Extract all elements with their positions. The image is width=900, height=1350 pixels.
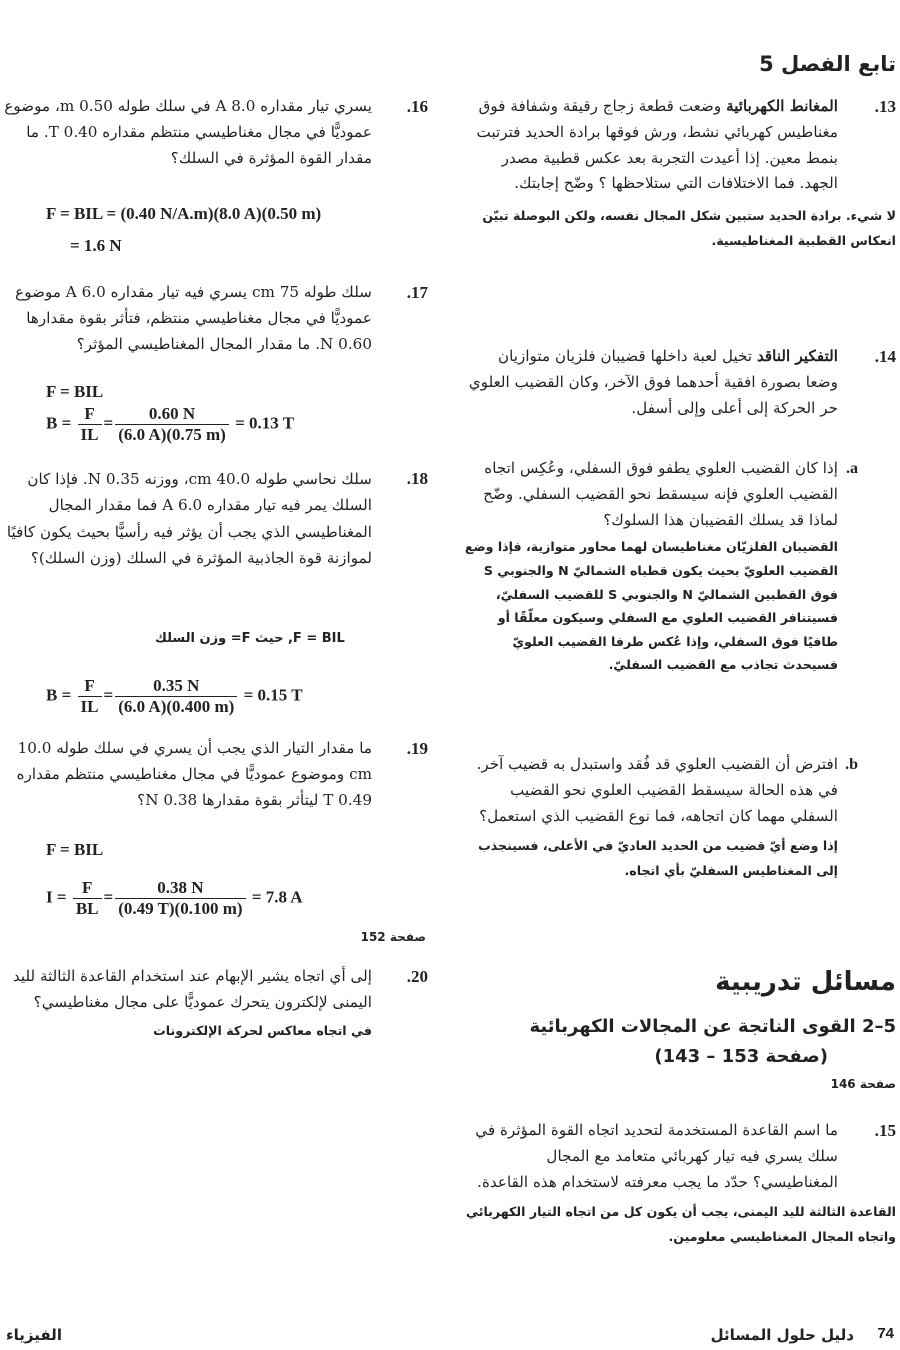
section-pages: (صفحة 153 – 143) [654,1046,828,1067]
page-reference: صفحة 146 [830,1077,896,1091]
answer: القضيبان الفلزيّان مغناطيسان لهما محاور متوازية، فإذا وضع القضيب العلويّ بحيث يكون قطباه الشماليّ N والجنوبي S فوق القطبين الشماليّ N والجنوبي S للقضيب السفليّ، فسيتنافر القضيب العلوي مع السفلي وسيكون معلّقًا أو طافيًا فوق السفلي، وإذا عُكس طرفا القضيب العلويّ فسيحدث تجاذب مع القضيب السفليّ. [464,539,838,673]
equation: F = BIL [46,382,104,401]
fraction-equation: I = $\frac{F}{BL}$ = $\frac{0.38 N}{(0.49 T)(0.100 m)}$ = 7.8 A [46,878,303,918]
problem-18 [0,466,436,572]
page-number: 74 [877,1325,894,1342]
problem-20 [0,964,436,1043]
problem-14a [464,456,896,677]
problem-text: يسري تيار مقداره 8.0 A في سلك طوله 0.50 m، موضوع عموديًّا في مجال مغناطيسي منتظم مقداره 0.40 T. ما مقدار القوة المؤثرة في السلك؟ [4,97,372,167]
section-subtitle: 5–2 القوى الناتجة عن المجالات الكهربائية [529,1016,896,1037]
problem-number: .17 [406,283,428,302]
fraction: $\frac{0.38 N}{(0.49 T)(0.100 m)}$ [115,878,245,919]
problem-number: .14 [874,347,896,366]
problem-13 [464,94,896,253]
part-label: .a [846,460,858,477]
eq-lhs: B = [46,413,72,433]
chapter-heading: تابع الفصل 5 [759,52,896,76]
fraction: $\frac{F}{BL}$ [73,878,102,919]
subject-name: الفيزياء [6,1326,62,1344]
problem-19 [0,736,436,813]
problem-title: المغانط الكهربائية [726,97,838,115]
part-text: افترض أن القضيب العلوي قد فُقد واستبدل به قضيب آخر. في هذه الحالة سيسقط القضيب العلوي نحو القضيب السفلي مهما كان اتجاهه، فما نوع القضيب الذي استعمل؟ [476,755,838,825]
answer: لا شيء. برادة الحديد ستبين شكل المجال نفسه، ولكن البوصلة تبيّن انعكاس القطبية المغناطيسية. [482,208,896,249]
problem-text: وضعت قطعة زجاج رقيقة وشفافة فوق مغناطيس كهربائي نشط، ورش فوقها برادة الحديد فترتبت بنمط معين. إذا أعيدت التجربة بعد عكس قطبية مصدر الجهد. فما الاختلافات التي ستلاحظها ؟ وضّح إجابتك. [476,97,838,193]
fraction-equation: B = $\frac{F}{IL}$ = $\frac{0.60 N}{(6.0 A)(0.75 m)}$ = 0.13 T [46,404,295,444]
problem-number: .16 [406,97,428,116]
problem-number: .15 [874,1121,896,1140]
eq-lhs: B = [46,685,72,705]
section-title: مسائل تدريبية [715,967,896,997]
problem-number: .19 [406,739,428,758]
book-title: دليل حلول المسائل [710,1326,854,1344]
problem-14 [464,344,896,421]
equation-result: = 1.6 N [70,236,122,255]
problem-text: تخيل لعبة داخلها قضيبان فلزيان متوازيان وضعا بصورة افقية أحدهما فوق الآخر، وكان القضيب العلوي حر الحركة إلى أعلى وإلى أسفل. [468,347,838,417]
fraction: $\frac{F}{IL}$ [78,676,102,717]
problem-16 [0,94,436,171]
answer: في اتجاه معاكس لحركة الإلكترونات [153,1022,372,1038]
problem-15 [464,1118,896,1249]
fraction: $\frac{F}{IL}$ [78,404,102,445]
problem-text: ما اسم القاعدة المستخدمة لتحديد اتجاه القوة المؤثرة في سلك يسري فيه تيار كهربائي متعامد مع المجال المغناطيسي؟ حدّد ما يجب معرفته لاستخدام هذه القاعدة. [475,1121,838,1191]
eq-result: = 7.8 A [251,887,303,907]
part-label: .b [845,756,858,773]
part-text: إذا كان القضيب العلوي يطفو فوق السفلي، وعُكِس اتجاه القضيب العلوي فإنه سيسقط نحو القضيب السفلي. وضّح لماذا قد يسلك القضيبان هذا السلوك؟ [483,459,838,529]
problem-text: سلك طوله 75 cm يسري فيه تيار مقداره 6.0 A موضوع عموديًّا في مجال مغناطيسي منتظم، فتأثر بقوة مقدارها 0.60 N. ما مقدار المجال المغناطيسي المؤثر؟ [15,283,372,353]
answer: إذا وضع أيّ قضيب من الحديد العاديّ في الأعلى، فسينجذب إلى المغناطيس السفليّ بأي اتجاه. [478,838,838,879]
problem-text: سلك نحاسي طوله 40.0 cm، ووزنه 0.35 N. فإذا كان السلك يمر فيه تيار مقداره 6.0 A فما مقدار المجال المغناطيسي الذي يجب أن يؤثر فيه رأسيًّا بحيث يكون كافيًا لموازنة قوة الجاذبية المؤثرة في السلك (وزن السلك)؟ [6,470,372,568]
page-reference: صفحة 152 [360,930,426,944]
equation: F = BIL [46,840,104,859]
problem-17 [0,280,436,357]
eq-lhs: I = [46,887,67,907]
fraction: $\frac{0.60 N}{(6.0 A)(0.75 m)}$ [115,404,229,445]
relation: F = BIL, حيث F= وزن السلك [155,631,345,646]
problem-text: ما مقدار التيار الذي يجب أن يسري في سلك طوله 10.0 cm وموضوع عموديًّا في مجال مغناطيسي منتظم مقداره 0.49 T ليتأثر بقوة مقدارها 0.38 N؟ [16,739,372,809]
problem-number: .20 [406,967,428,986]
eq-result: = 0.15 T [243,685,303,705]
fraction: $\frac{0.35 N}{(6.0 A)(0.400 m)}$ [115,676,237,717]
problem-title: التفكير الناقد [756,347,838,365]
eq-result: = 0.13 T [235,413,295,433]
answer: القاعدة الثالثة لليد اليمنى، يجب أن يكون كل من اتجاه التيار الكهربائي واتجاه المجال المغناطيسي معلومين. [465,1204,896,1245]
problem-number: .18 [406,469,428,488]
fraction-equation: B = $\frac{F}{IL}$ = $\frac{0.35 N}{(6.0 A)(0.400 m)}$ = 0.15 T [46,676,303,716]
problem-text: إلى أي اتجاه يشير الإبهام عند استخدام القاعدة الثالثة لليد اليمنى لإلكترون يتحرك عموديًّا على مجال مغناطيسي؟ [12,967,372,1011]
equation: F = BIL = (0.40 N/A.m)(8.0 A)(0.50 m) [46,204,322,223]
problem-14b [464,752,896,883]
problem-number: .13 [874,97,896,116]
